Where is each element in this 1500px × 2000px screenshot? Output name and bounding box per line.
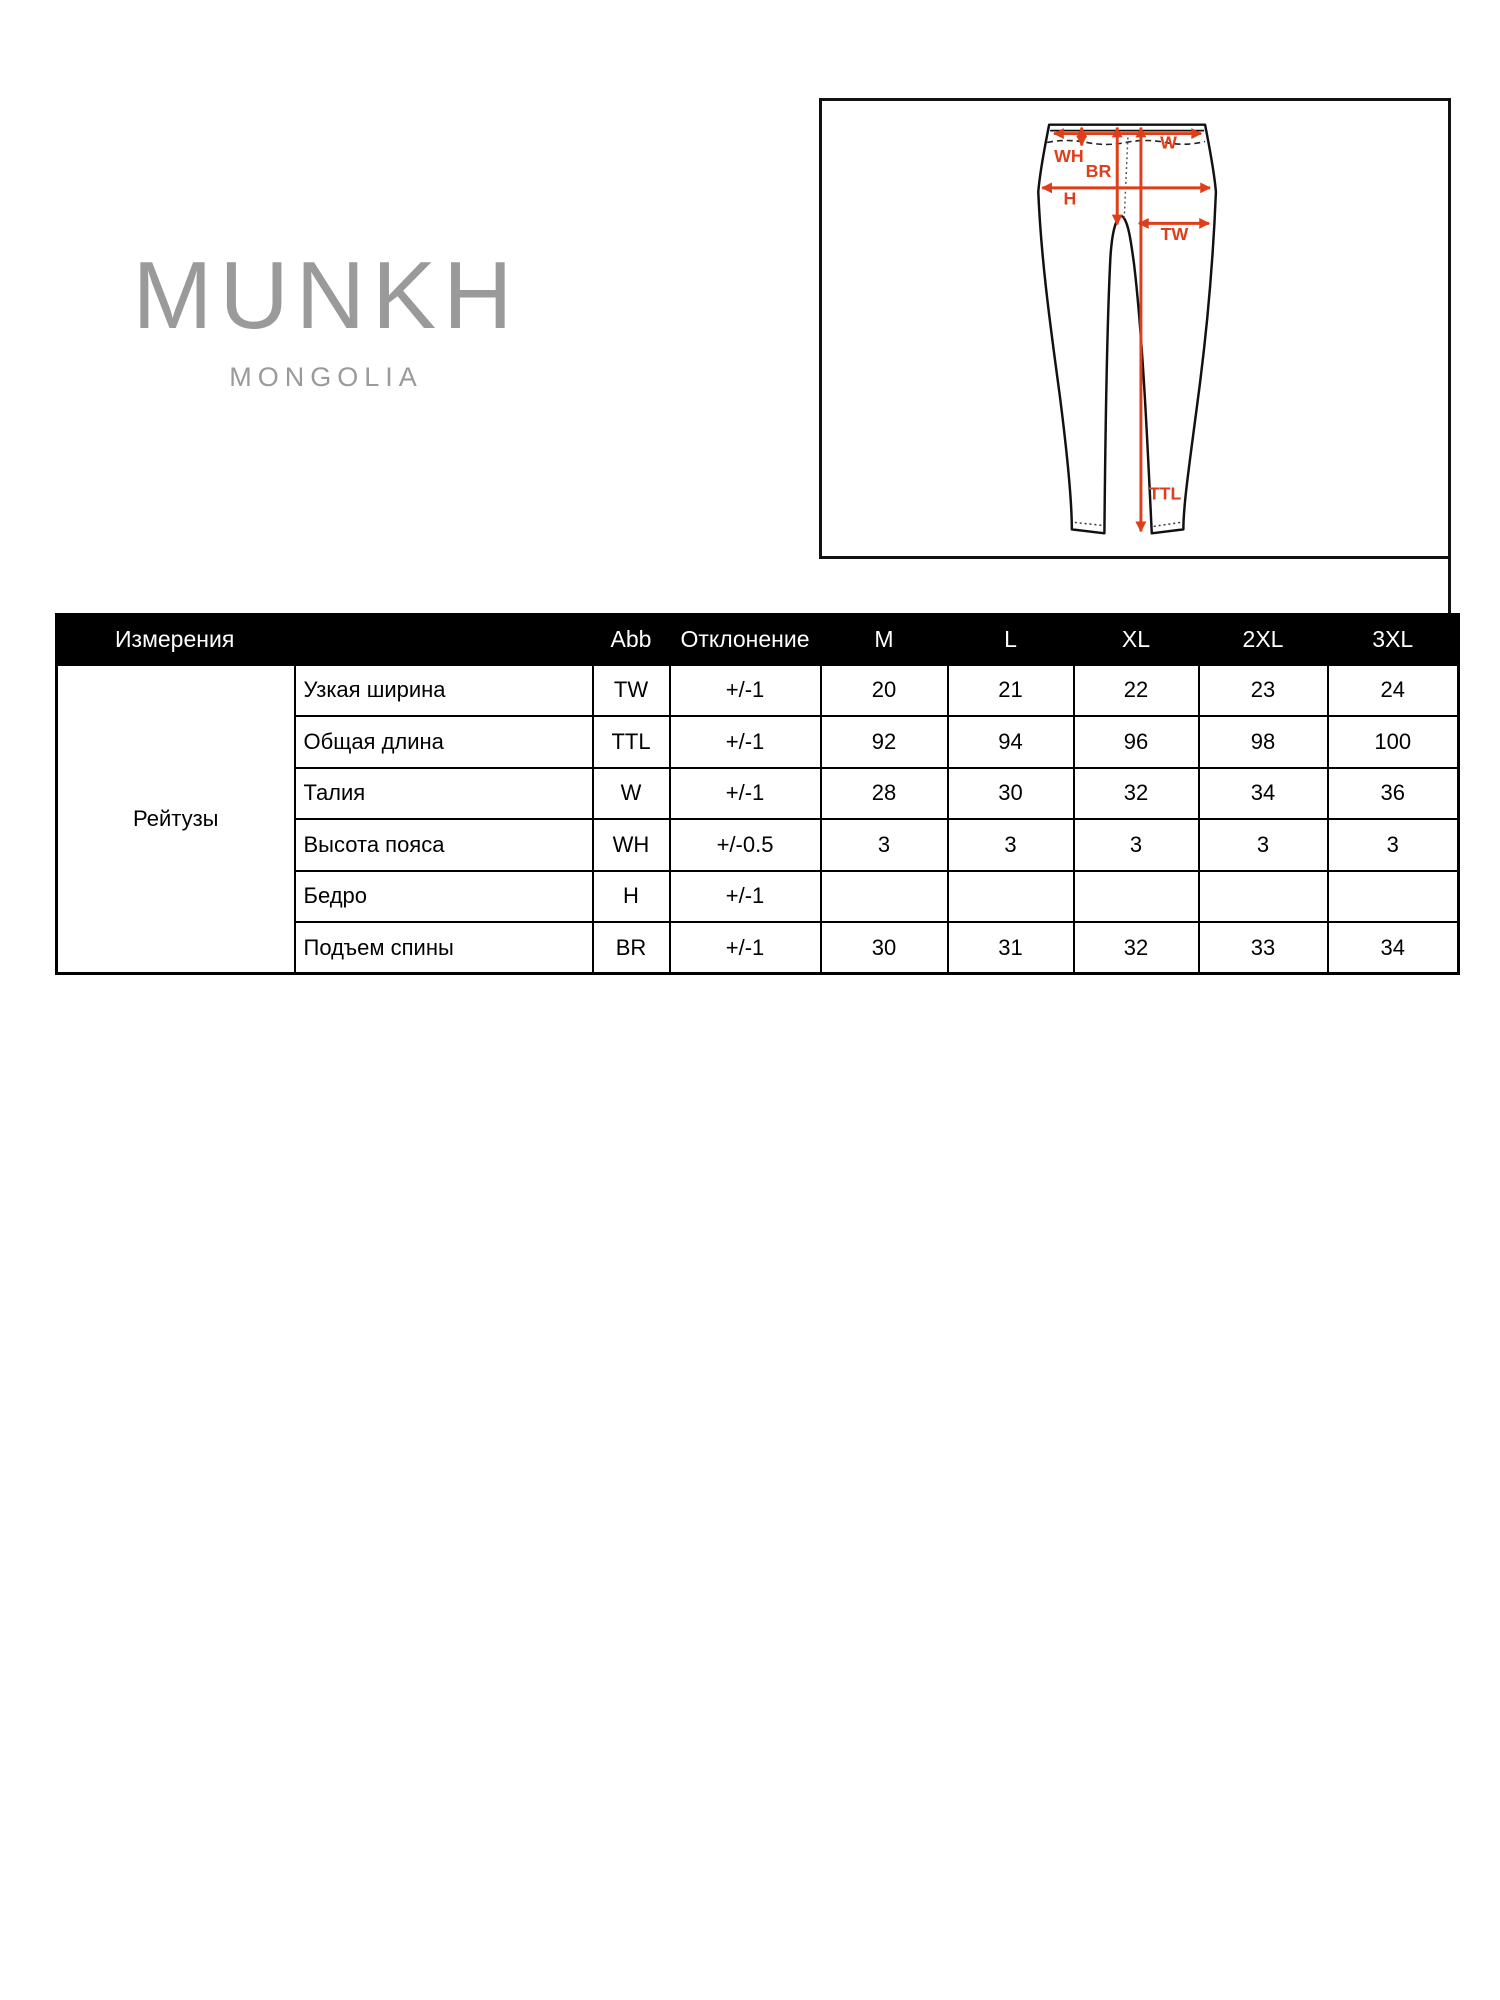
size-value-cell: 30 xyxy=(821,922,948,974)
size-value-cell: 100 xyxy=(1328,716,1459,768)
table-header-row xyxy=(57,615,1459,665)
size-value-cell: 92 xyxy=(821,716,948,768)
size-value-cell: 20 xyxy=(821,665,948,717)
size-value-cell: 34 xyxy=(1328,922,1459,974)
size-value-cell: 30 xyxy=(948,768,1074,820)
group-label-cell: Рейтузы xyxy=(57,665,295,974)
brand-subtitle: MONGOLIA xyxy=(229,362,423,392)
label-h: H xyxy=(1063,188,1077,209)
tolerance-cell: +/-1 xyxy=(670,768,821,820)
size-value-cell xyxy=(1328,871,1459,923)
abb-cell: W xyxy=(593,768,670,820)
tolerance-cell: +/-1 xyxy=(670,871,821,923)
size-value-cell: 23 xyxy=(1199,665,1328,717)
leggings-diagram-svg xyxy=(822,101,1448,556)
size-value-cell: 3 xyxy=(1328,819,1459,871)
abb-cell: WH xyxy=(593,819,670,871)
size-value-cell: 32 xyxy=(1074,922,1199,974)
size-value-cell xyxy=(1199,871,1328,923)
abb-cell: TTL xyxy=(593,716,670,768)
tolerance-cell: +/-0.5 xyxy=(670,819,821,871)
size-value-cell xyxy=(821,871,948,923)
size-chart-table xyxy=(55,613,1460,975)
size-value-cell: 33 xyxy=(1199,922,1328,974)
label-ttl: TTL xyxy=(1148,483,1182,504)
brand-name: MUNKH xyxy=(132,242,520,349)
abb-cell: BR xyxy=(593,922,670,974)
header-size-l: L xyxy=(948,615,1074,665)
size-value-cell: 22 xyxy=(1074,665,1199,717)
header-size-3xl: 3XL xyxy=(1328,615,1459,665)
header-size-m: M xyxy=(821,615,948,665)
diagram-table-connector-line xyxy=(1448,556,1451,614)
header-size-2xl: 2XL xyxy=(1199,615,1328,665)
size-value-cell: 3 xyxy=(1074,819,1199,871)
size-value-cell: 31 xyxy=(948,922,1074,974)
header-abb: Abb xyxy=(593,615,670,665)
size-value-cell: 24 xyxy=(1328,665,1459,717)
header-measurements: Измерения xyxy=(57,615,593,665)
size-value-cell: 3 xyxy=(948,819,1074,871)
tolerance-cell: +/-1 xyxy=(670,665,821,717)
tolerance-cell: +/-1 xyxy=(670,922,821,974)
size-value-cell xyxy=(948,871,1074,923)
size-value-cell: 96 xyxy=(1074,716,1199,768)
size-value-cell: 21 xyxy=(948,665,1074,717)
measurement-name-cell: Бедро xyxy=(295,871,593,923)
label-wh: WH xyxy=(1054,146,1084,167)
size-value-cell: 3 xyxy=(821,819,948,871)
size-value-cell: 32 xyxy=(1074,768,1199,820)
measurement-name-cell: Подъем спины xyxy=(295,922,593,974)
size-value-cell: 3 xyxy=(1199,819,1328,871)
abb-cell: H xyxy=(593,871,670,923)
size-value-cell: 94 xyxy=(948,716,1074,768)
size-value-cell xyxy=(1074,871,1199,923)
measurement-name-cell: Общая длина xyxy=(295,716,593,768)
measurement-name-cell: Узкая ширина xyxy=(295,665,593,717)
header-size-xl: XL xyxy=(1074,615,1199,665)
size-value-cell: 34 xyxy=(1199,768,1328,820)
measurement-name-cell: Высота пояса xyxy=(295,819,593,871)
tolerance-cell: +/-1 xyxy=(670,716,821,768)
size-value-cell: 98 xyxy=(1199,716,1328,768)
label-w: W xyxy=(1160,132,1177,153)
abb-cell: TW xyxy=(593,665,670,717)
garment-measurement-diagram xyxy=(819,98,1451,559)
table-row xyxy=(57,665,1459,717)
label-tw: TW xyxy=(1160,224,1189,245)
size-value-cell: 28 xyxy=(821,768,948,820)
leggings-outline xyxy=(1038,125,1216,534)
brand-logo xyxy=(130,242,522,392)
size-value-cell: 36 xyxy=(1328,768,1459,820)
label-br: BR xyxy=(1085,160,1112,181)
header-tolerance: Отклонение xyxy=(670,615,821,665)
measurement-name-cell: Талия xyxy=(295,768,593,820)
